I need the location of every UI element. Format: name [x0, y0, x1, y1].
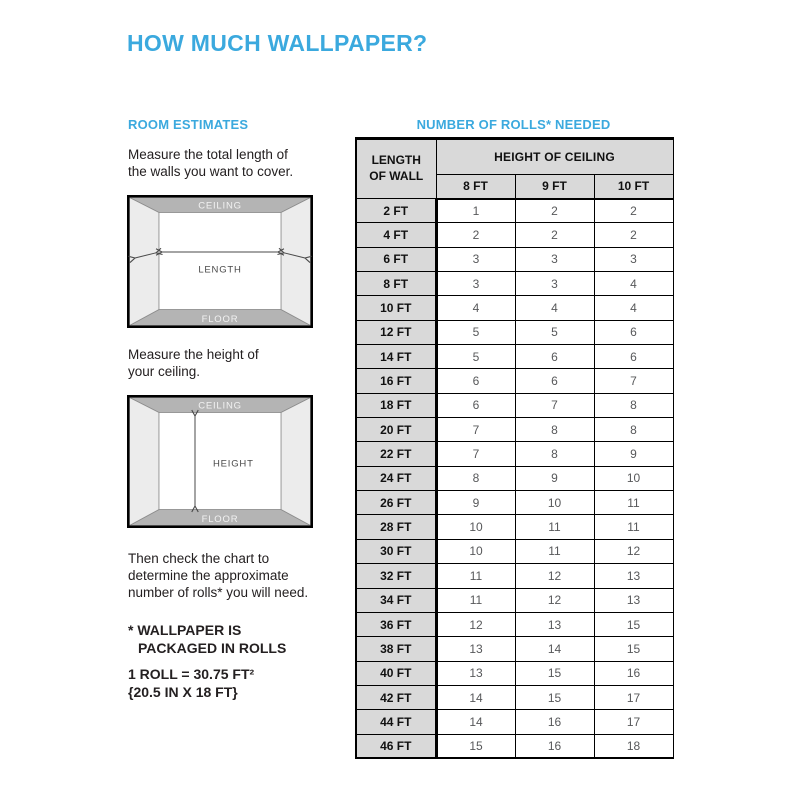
rolls-count-cell: 10 — [594, 466, 673, 490]
table-row — [356, 418, 673, 442]
right-wall — [281, 398, 311, 526]
table-row — [356, 272, 673, 296]
rolls-count-cell: 13 — [594, 564, 673, 588]
table-row — [356, 320, 673, 344]
table-header-row-1 — [356, 139, 673, 175]
rolls-count-cell: 2 — [515, 199, 594, 223]
rolls-count-cell: 1 — [436, 199, 515, 223]
rolls-count-cell: 11 — [594, 491, 673, 515]
rolls-count-cell: 12 — [436, 612, 515, 636]
rolls-count-cell: 6 — [594, 320, 673, 344]
rolls-count-cell: 13 — [436, 661, 515, 685]
table-row — [356, 588, 673, 612]
left-wall — [130, 198, 160, 326]
rolls-count-cell: 17 — [594, 710, 673, 734]
table-row — [356, 539, 673, 563]
text-line: PACKAGED IN ROLLS — [138, 639, 287, 656]
table-row — [356, 442, 673, 466]
table-row — [356, 491, 673, 515]
rolls-count-cell: 15 — [515, 661, 594, 685]
text-line: your ceiling. — [128, 364, 201, 379]
ceiling-label: CEILING — [198, 400, 242, 412]
rolls-count-cell: 16 — [515, 710, 594, 734]
rolls-count-cell: 15 — [515, 685, 594, 709]
page-title: HOW MUCH WALLPAPER? — [127, 30, 428, 56]
wall-length-cell: 40 FT — [356, 661, 436, 685]
table-row — [356, 637, 673, 661]
rolls-count-cell: 4 — [436, 296, 515, 320]
text-line: Measure the height of — [128, 347, 259, 362]
rolls-count-cell: 12 — [515, 564, 594, 588]
rolls-count-cell: 8 — [594, 418, 673, 442]
text-line: 1 ROLL = 30.75 FT² — [128, 666, 255, 682]
rolls-count-cell: 9 — [436, 491, 515, 515]
rolls-count-cell: 7 — [515, 393, 594, 417]
rolls-count-cell: 16 — [515, 734, 594, 758]
table-row — [356, 369, 673, 393]
left-wall — [130, 398, 160, 526]
room-estimates-heading: ROOM ESTIMATES — [128, 117, 249, 132]
length-of-wall-header — [356, 139, 436, 199]
rolls-count-cell: 6 — [515, 369, 594, 393]
rolls-count-cell: 14 — [436, 685, 515, 709]
rolls-count-cell: 4 — [515, 296, 594, 320]
text-line: * WALLPAPER IS — [128, 622, 242, 638]
rolls-count-cell: 3 — [515, 272, 594, 296]
table-row — [356, 247, 673, 271]
rolls-needed-table — [355, 137, 674, 759]
rolls-count-cell: 9 — [515, 466, 594, 490]
wall-length-cell: 2 FT — [356, 199, 436, 223]
text-line: determine the approximate — [128, 568, 289, 583]
rolls-count-cell: 12 — [594, 539, 673, 563]
right-wall — [281, 198, 311, 326]
rolls-count-cell: 7 — [594, 369, 673, 393]
rolls-count-cell: 16 — [594, 661, 673, 685]
rolls-count-cell: 6 — [515, 345, 594, 369]
wall-length-cell: 46 FT — [356, 734, 436, 758]
wall-length-cell: 24 FT — [356, 466, 436, 490]
roll-size-info — [128, 666, 254, 701]
rolls-count-cell: 6 — [594, 345, 673, 369]
rolls-count-cell: 2 — [515, 223, 594, 247]
rolls-needed-heading: NUMBER OF ROLLS* NEEDED — [416, 117, 611, 132]
column-header-9ft: 9 FT — [515, 175, 594, 199]
step2-instruction — [128, 346, 259, 380]
wall-length-cell: 10 FT — [356, 296, 436, 320]
rolls-count-cell: 6 — [436, 369, 515, 393]
rolls-count-cell: 11 — [436, 564, 515, 588]
table-row — [356, 710, 673, 734]
rolls-count-cell: 5 — [515, 320, 594, 344]
rolls-count-cell: 2 — [594, 223, 673, 247]
room-height-diagram — [127, 395, 313, 528]
table-row — [356, 564, 673, 588]
rolls-count-cell: 5 — [436, 320, 515, 344]
rolls-count-cell: 6 — [436, 393, 515, 417]
rolls-count-cell: 13 — [436, 637, 515, 661]
text-line: Measure the total length of — [128, 147, 288, 162]
rolls-count-cell: 18 — [594, 734, 673, 758]
rolls-count-cell: 11 — [594, 515, 673, 539]
room-length-diagram — [127, 195, 313, 328]
rolls-count-cell: 4 — [594, 296, 673, 320]
rolls-count-cell: 7 — [436, 442, 515, 466]
wall-length-cell: 36 FT — [356, 612, 436, 636]
rolls-count-cell: 2 — [594, 199, 673, 223]
rolls-count-cell: 11 — [515, 539, 594, 563]
header-line: OF WALL — [369, 169, 424, 183]
wall-length-cell: 26 FT — [356, 491, 436, 515]
rolls-count-cell: 8 — [515, 418, 594, 442]
rolls-count-cell: 10 — [515, 491, 594, 515]
rolls-count-cell: 13 — [594, 588, 673, 612]
table-row — [356, 393, 673, 417]
header-line: LENGTH — [371, 153, 421, 168]
rolls-count-cell: 3 — [436, 272, 515, 296]
wall-length-cell: 8 FT — [356, 272, 436, 296]
rolls-count-cell: 11 — [436, 588, 515, 612]
rolls-count-cell: 3 — [515, 247, 594, 271]
rolls-count-cell: 10 — [436, 539, 515, 563]
table-row — [356, 685, 673, 709]
rolls-count-cell: 9 — [594, 442, 673, 466]
text-line: Then check the chart to — [128, 551, 270, 566]
column-header-8ft: 8 FT — [436, 175, 515, 199]
table-row — [356, 734, 673, 758]
rolls-count-cell: 12 — [515, 588, 594, 612]
rolls-count-cell: 15 — [594, 612, 673, 636]
rolls-count-cell: 3 — [594, 247, 673, 271]
text-line: the walls you want to cover. — [128, 164, 294, 179]
rolls-count-cell: 8 — [594, 393, 673, 417]
wall-length-cell: 14 FT — [356, 345, 436, 369]
floor-label: FLOOR — [201, 514, 239, 525]
wall-length-cell: 30 FT — [356, 539, 436, 563]
length-label: LENGTH — [198, 264, 242, 276]
table-row — [356, 223, 673, 247]
table-row — [356, 296, 673, 320]
back-wall — [159, 213, 281, 310]
rolls-count-cell: 3 — [436, 247, 515, 271]
table-row — [356, 612, 673, 636]
wall-length-cell: 42 FT — [356, 685, 436, 709]
wallpaper-rolls-footnote — [128, 622, 286, 657]
table-row — [356, 515, 673, 539]
rolls-count-cell: 2 — [436, 223, 515, 247]
floor-label: FLOOR — [201, 314, 239, 325]
step3-instruction — [128, 550, 308, 601]
wall-length-cell: 20 FT — [356, 418, 436, 442]
wall-length-cell: 12 FT — [356, 320, 436, 344]
rolls-count-cell: 17 — [594, 685, 673, 709]
rolls-count-cell: 15 — [436, 734, 515, 758]
height-label: HEIGHT — [213, 458, 254, 470]
wall-length-cell: 38 FT — [356, 637, 436, 661]
rolls-count-cell: 11 — [515, 515, 594, 539]
rolls-count-cell: 10 — [436, 515, 515, 539]
wall-length-cell: 16 FT — [356, 369, 436, 393]
wall-length-cell: 18 FT — [356, 393, 436, 417]
text-line: {20.5 IN X 18 FT} — [128, 683, 238, 700]
rolls-count-cell: 7 — [436, 418, 515, 442]
column-header-10ft: 10 FT — [594, 175, 673, 199]
height-of-ceiling-header: HEIGHT OF CEILING — [436, 139, 673, 175]
rolls-count-cell: 8 — [436, 466, 515, 490]
table-row — [356, 661, 673, 685]
rolls-count-cell: 13 — [515, 612, 594, 636]
rolls-count-cell: 5 — [436, 345, 515, 369]
rolls-count-cell: 14 — [515, 637, 594, 661]
table-row — [356, 199, 673, 223]
wall-length-cell: 44 FT — [356, 710, 436, 734]
wall-length-cell: 22 FT — [356, 442, 436, 466]
rolls-count-cell: 14 — [436, 710, 515, 734]
table-row — [356, 345, 673, 369]
wall-length-cell: 4 FT — [356, 223, 436, 247]
rolls-count-cell: 8 — [515, 442, 594, 466]
ceiling-label: CEILING — [198, 200, 242, 212]
rolls-count-cell: 15 — [594, 637, 673, 661]
wall-length-cell: 6 FT — [356, 247, 436, 271]
rolls-count-cell: 4 — [594, 272, 673, 296]
wall-length-cell: 28 FT — [356, 515, 436, 539]
text-line: number of rolls* you will need. — [128, 585, 309, 600]
wall-length-cell: 32 FT — [356, 564, 436, 588]
table-row — [356, 466, 673, 490]
step1-instruction — [128, 146, 293, 180]
wall-length-cell: 34 FT — [356, 588, 436, 612]
